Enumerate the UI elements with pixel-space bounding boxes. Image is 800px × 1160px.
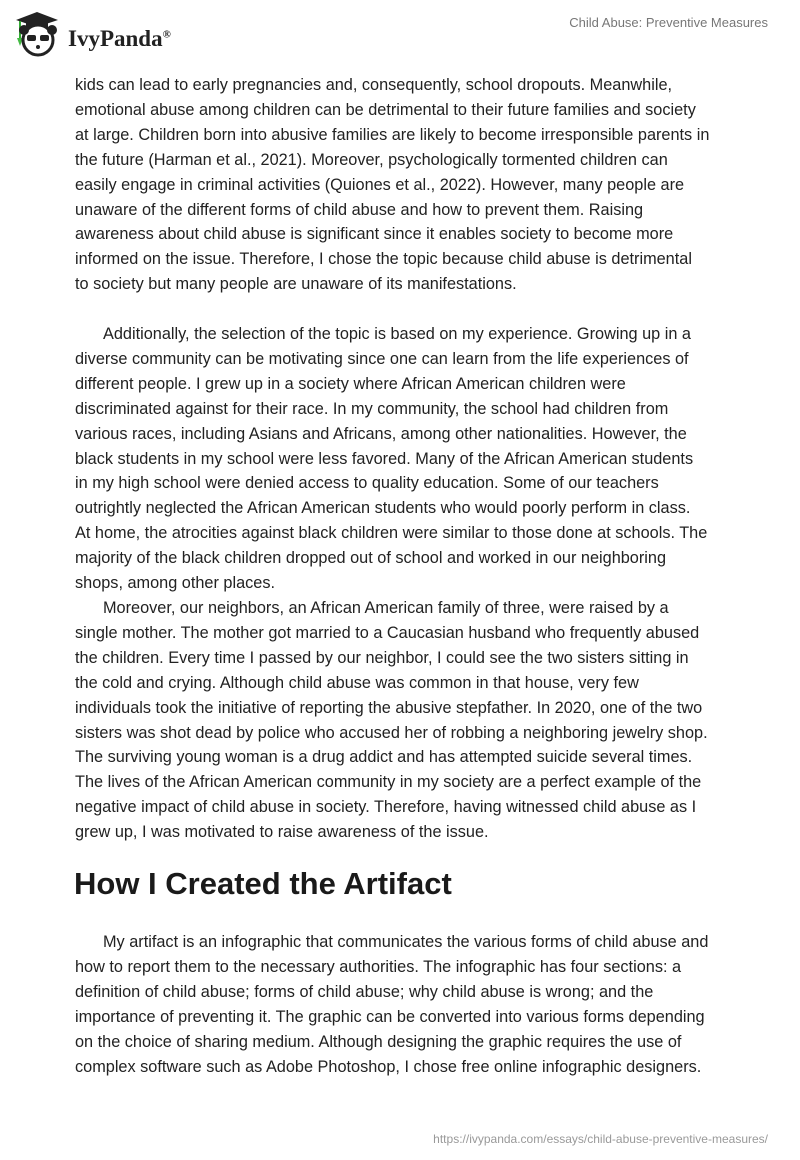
text-line: awareness about child abuse is significant since it enables society to become more	[75, 225, 674, 244]
text-line: to society but many people are unaware of its manifestations.	[75, 275, 517, 294]
paragraph-4	[75, 930, 735, 1079]
text-line: Additionally, the selection of the topic is based on my experience. Growing up in a	[103, 325, 691, 343]
text-line: informed on the issue. Therefore, I chose the topic because child abuse is detrimental	[75, 250, 692, 269]
footer-url[interactable]: https://ivypanda.com/essays/child-abuse-preventive-measures/	[433, 1132, 768, 1146]
section-heading: How I Created the Artifact	[74, 866, 452, 901]
text-line: unaware of the different forms of child abuse and how to prevent them. Raising	[75, 200, 644, 219]
paragraph-2	[75, 322, 735, 596]
text-line: kids can lead to early pregnancies and, consequently, school dropouts. Meanwhile,	[75, 76, 673, 94]
text-line: negative impact of child abuse in society. Therefore, having witnessed child abuse as I	[75, 798, 697, 817]
text-line: black students in my school were less favored. Many of the African American students	[75, 449, 694, 468]
text-line: different people. I grew up in a society where African American children were	[75, 374, 626, 393]
text-line: The lives of the African American community in my society are a perfect example of the	[75, 773, 702, 792]
text-line: on the choice of sharing medium. Although designing the graphic requires the use of	[75, 1032, 682, 1051]
text-line: majority of the black children dropped out of school and worked in our neighboring	[75, 549, 667, 568]
text-line: the future (Harman et al., 2021). Moreover, psychologically tormented children can	[75, 150, 668, 169]
text-line: single mother. The mother got married to a Caucasian husband who frequently abused	[75, 623, 700, 642]
text-line: easily engage in criminal activities (Quiones et al., 2022). However, many people are	[75, 175, 685, 194]
panda-graduate-icon	[12, 8, 62, 58]
paragraph-1	[75, 73, 735, 297]
text-line: sisters was shot dead by police who accused her of robbing a neighboring jewelry shop.	[75, 723, 708, 742]
text-line: My artifact is an infographic that communicates the various forms of child abuse and	[103, 933, 709, 951]
text-line: grew up, I was motivated to raise awareness of the issue.	[75, 823, 489, 842]
text-line: complex software such as Adobe Photoshop, I chose free online infographic designers.	[75, 1057, 702, 1076]
text-line: importance of preventing it. The graphic can be converted into various forms depending	[75, 1007, 705, 1026]
text-line: how to report them to the necessary authorities. The infographic has four sections: a	[75, 957, 682, 976]
text-line: shops, among other places.	[75, 574, 276, 593]
text-line: Moreover, our neighbors, an African American family of three, were raised by a	[103, 599, 669, 617]
ivypanda-logo[interactable]	[12, 8, 171, 58]
text-line: outrightly neglected the African American students who would poorly perform in class.	[75, 499, 691, 518]
text-line: in my high school were denied access to quality education. Some of our teachers	[75, 474, 659, 493]
text-line: various races, including Asians and Africans, among other nationalities. However, the	[75, 424, 687, 443]
text-line: the cold and crying. Although child abuse was common in that house, very few	[75, 673, 639, 692]
text-line: at large. Children born into abusive families are likely to become irresponsible parents in	[75, 125, 710, 144]
text-line: discriminated against for their race. In my community, the school had children from	[75, 399, 669, 418]
logo-text: IvyPanda®	[68, 26, 171, 51]
text-line: definition of child abuse; forms of child abuse; why child abuse is wrong; and the	[75, 982, 654, 1001]
document-title: Child Abuse: Preventive Measures	[569, 15, 768, 30]
text-line: diverse community can be motivating since one can learn from the life experiences of	[75, 349, 689, 368]
text-line: the children. Every time I passed by our neighbor, I could see the two sisters sitting in	[75, 648, 689, 667]
text-line: emotional abuse among children can be detrimental to their future families and society	[75, 100, 696, 119]
text-line: The surviving young woman is a drug addict and has attempted suicide several times.	[75, 748, 693, 767]
text-line: individuals took the initiative of reporting the abusive stepfather. In 2020, one of the two	[75, 698, 703, 717]
text-line: At home, the atrocities against black children were similar to those done at schools. The	[75, 524, 708, 543]
paragraph-3	[75, 596, 735, 845]
